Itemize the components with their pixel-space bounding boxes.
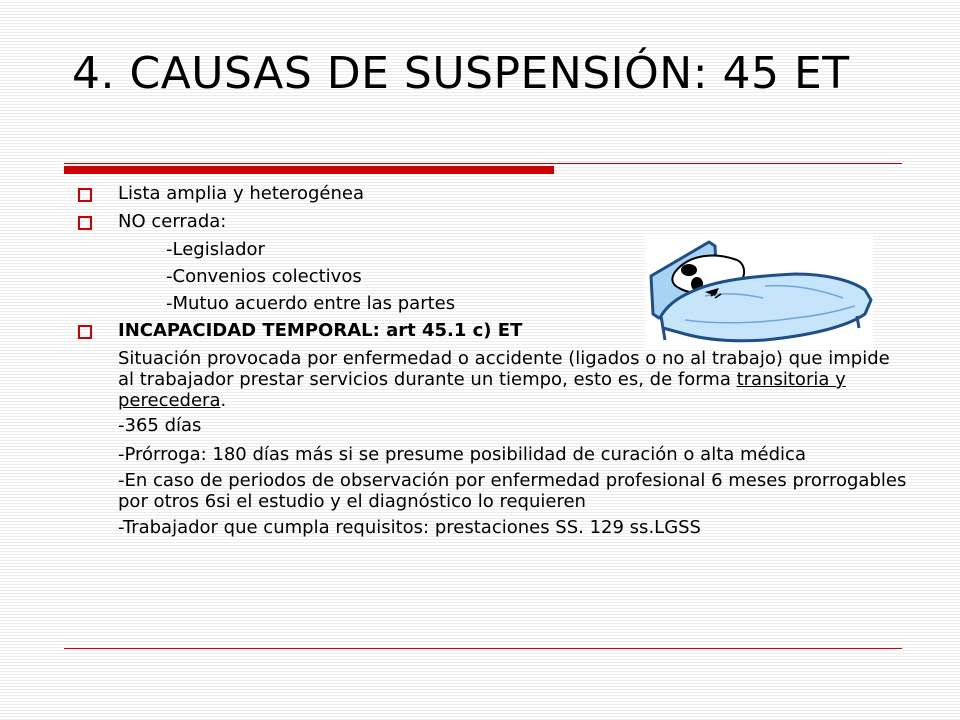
bullet-item [78, 183, 908, 211]
square-bullet-icon [78, 188, 92, 202]
paragraph-text: Situación provocada por enfermedad o accidente (ligados o no al trabajo) que impide al trabajador prestar servicios durante un tiempo, esto es, de forma [118, 348, 890, 391]
paragraph-end: . [220, 390, 227, 412]
underlined-term: transitoria y perecedera [118, 369, 846, 412]
title-divider-thick [64, 166, 554, 174]
section-heading: INCAPACIDAD TEMPORAL: art 45.1 c) ET [118, 320, 523, 341]
title-divider-thin [64, 163, 902, 164]
slide-title: 4. CAUSAS DE SUSPENSIÓN: 45 ET [72, 48, 850, 99]
square-bullet-icon [78, 216, 92, 230]
definition-paragraph [78, 348, 908, 411]
sub-item: -Convenios colectivos [166, 266, 362, 287]
detail-item: -365 días [118, 415, 202, 437]
bullet-text: NO cerrada: [118, 211, 227, 232]
bullet-text: Lista amplia y heterogénea [118, 183, 364, 204]
footer-divider [64, 648, 902, 649]
detail-item: -Trabajador que cumpla requisitos: prestaciones SS. 129 ss.LGSS [118, 517, 701, 539]
bullet-item [78, 211, 908, 239]
sub-item: -Legislador [166, 239, 265, 260]
sick-person-in-bed-icon [645, 236, 873, 348]
square-bullet-icon [78, 325, 92, 339]
sub-item: -Mutuo acuerdo entre las partes [166, 293, 456, 314]
detail-item: -Prórroga: 180 días más si se presume posibilidad de curación o alta médica [118, 444, 806, 466]
detail-item: -En caso de periodos de observación por enfermedad profesional 6 meses prorrogables por otros 6si el estudio y el diagnóstico lo requieren [118, 470, 907, 513]
